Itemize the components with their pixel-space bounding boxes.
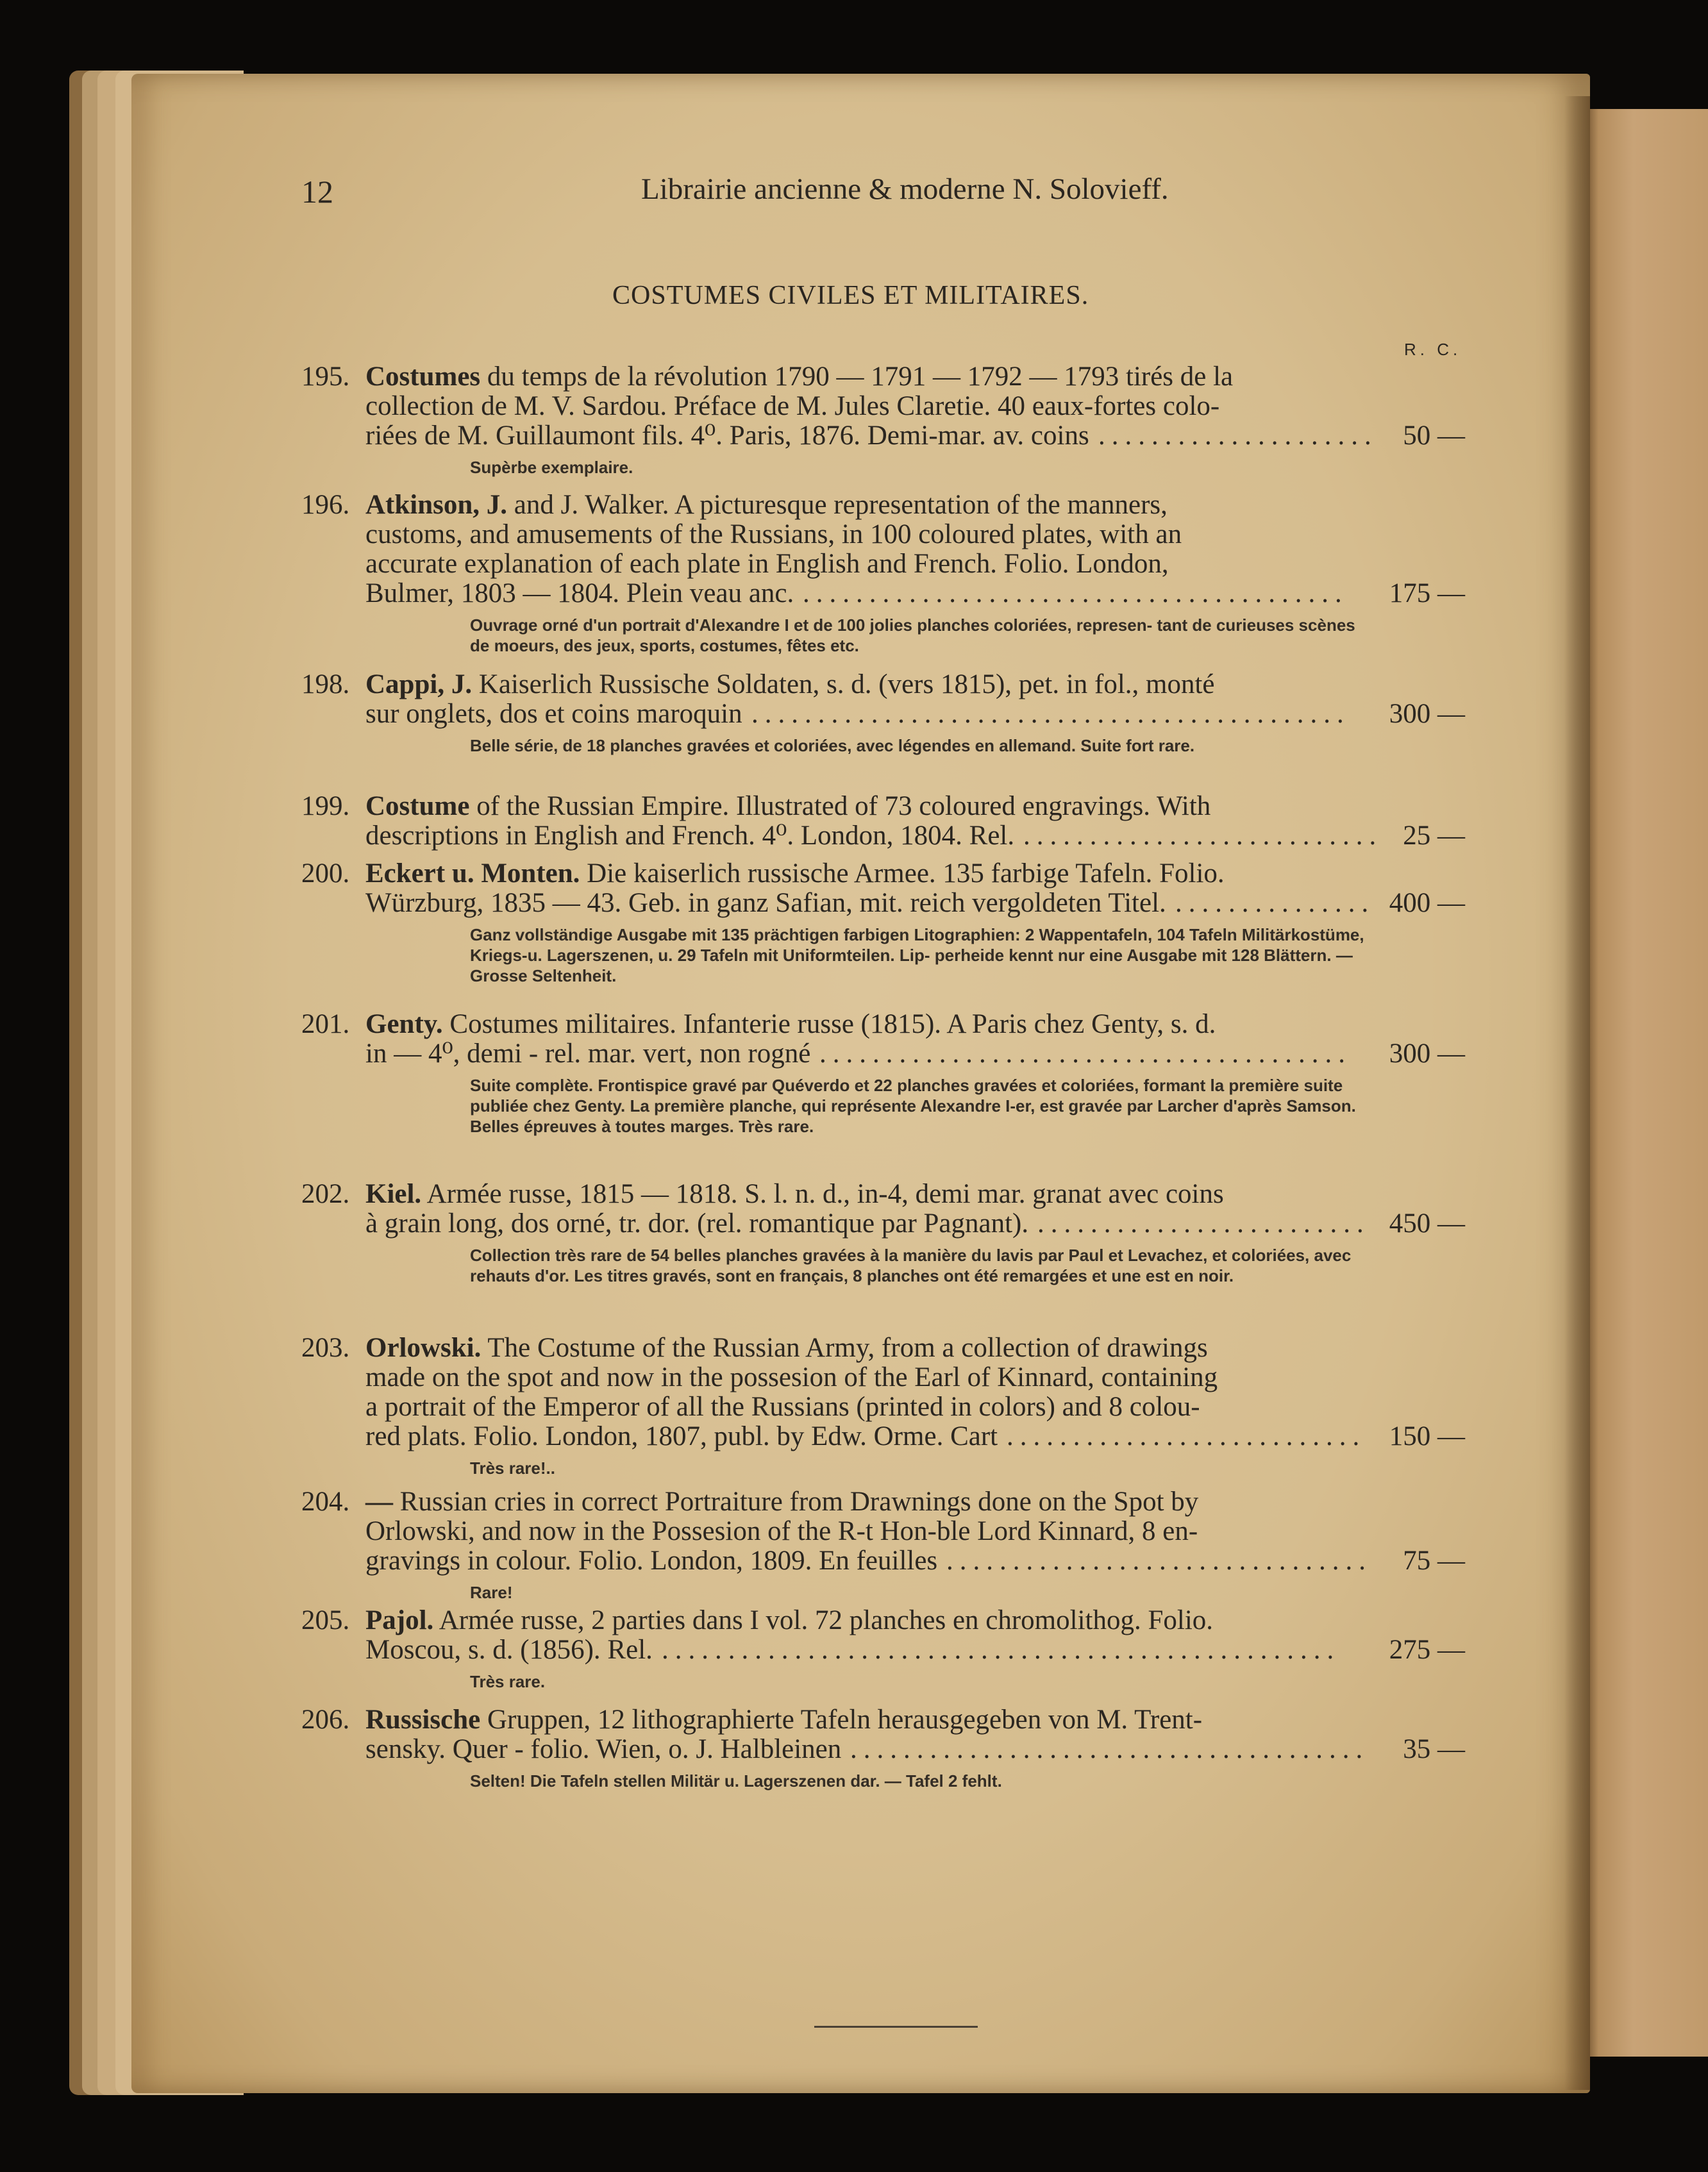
entry-line bbox=[301, 670, 1465, 699]
entry-note: Très rare!.. bbox=[470, 1458, 555, 1478]
entry-title-line bbox=[365, 859, 1225, 889]
catalogue-entry bbox=[301, 490, 1465, 656]
entry-note: Ganz vollständige Ausgabe mit 135 prächtigen farbigen Litographien: 2 Wappentafeln, 104 Tafeln Militärkostüme, Kriegs-u. Lagerszenen, u. 29 Tafeln mit Uniformteilen. Lip- perheide kennt nur eine Ausgabe mit 128 Blättern. — Grosse Seltenheit. bbox=[470, 925, 1364, 985]
entry-number: 204. bbox=[301, 1487, 350, 1517]
catalogue-entry bbox=[301, 670, 1465, 756]
entry-line bbox=[301, 1333, 1465, 1363]
catalogue-entry bbox=[301, 1010, 1465, 1137]
entry-price: 400 — bbox=[1389, 888, 1465, 918]
dot-leader: ................................................... bbox=[662, 1635, 1341, 1665]
entry-description: sensky. Quer - folio. Wien, o. J. Halbleinen bbox=[365, 1734, 842, 1764]
entry-price: 25 — bbox=[1403, 821, 1465, 851]
entry-description: made on the spot and now in the possesion of the Earl of Kinnard, containing bbox=[365, 1362, 1218, 1392]
entry-price: 275 — bbox=[1389, 1635, 1465, 1665]
entry-note: Rare! bbox=[470, 1583, 513, 1602]
entry-note: Ouvrage orné d'un portrait d'Alexandre I et de 100 jolies planches coloriées, represen- tant de curieuses scènes de moeurs, des jeux, sports, costumes, fêtes etc. bbox=[470, 615, 1355, 655]
entry-note: Belle série, de 18 planches gravées et coloriées, avec légendes en allemand. Suite fort rare. bbox=[470, 736, 1195, 755]
dot-leader: ............................................. bbox=[751, 699, 1350, 729]
entry-line bbox=[301, 1635, 1465, 1665]
entry-line bbox=[301, 549, 1465, 579]
catalogue-entry bbox=[301, 792, 1465, 851]
entry-title-line bbox=[365, 1333, 1208, 1363]
entry-price: 50 — bbox=[1403, 421, 1465, 451]
entry-title-line bbox=[365, 792, 1210, 821]
entry-line bbox=[301, 699, 1465, 729]
entry-line bbox=[301, 1180, 1465, 1209]
entry-description: collection de M. V. Sardou. Préface de M. Jules Claretie. 40 eaux-fortes colo- bbox=[365, 391, 1220, 421]
running-header: Librairie ancienne & moderne N. Solovieff. bbox=[641, 172, 1169, 206]
entry-description: accurate explanation of each plate in English and French. Folio. London, bbox=[365, 549, 1169, 579]
page-gutter-shadow bbox=[1564, 96, 1590, 2090]
dot-leader: ............... bbox=[1175, 889, 1375, 918]
entry-line bbox=[301, 1735, 1465, 1764]
entry-number: 202. bbox=[301, 1179, 350, 1209]
price-column-label: R. C. bbox=[1404, 340, 1462, 359]
entry-description: customs, and amusements of the Russians, in 100 coloured plates, with an bbox=[365, 519, 1182, 549]
entry-note: Selten! Die Tafeln stellen Militär u. Lagerszenen dar. — Tafel 2 fehlt. bbox=[470, 1771, 1002, 1791]
catalogue-entry bbox=[301, 1180, 1465, 1286]
entry-number: 196. bbox=[301, 490, 350, 520]
entry-note: Collection très rare de 54 belles planches gravées à la manière du lavis par Paul et Levachez, et coloriées, avec rehauts d'or. Les titres gravés, sont en français, 8 planches ont été remargées et une est en noir. bbox=[470, 1246, 1352, 1285]
entry-description: Costumes militaires. Infanterie russe (1815). A Paris chez Genty, s. d. bbox=[449, 1009, 1216, 1039]
entry-description: du temps de la révolution 1790 — 1791 — 1792 — 1793 tirés de la bbox=[487, 362, 1234, 392]
entry-price: 175 — bbox=[1389, 578, 1465, 608]
entry-author: Costumes bbox=[365, 362, 481, 392]
catalogue-entry bbox=[301, 362, 1465, 478]
entry-description: Bulmer, 1803 — 1804. Plein veau anc. bbox=[365, 578, 794, 608]
entry-description: Russian cries in correct Portraiture from Drawnings done on the Spot by bbox=[399, 1487, 1199, 1517]
entry-line bbox=[301, 520, 1465, 549]
entry-line bbox=[301, 579, 1465, 608]
entry-description: in — 4⁰, demi - rel. mar. vert, non rogné bbox=[365, 1039, 811, 1069]
dot-leader: ....................................... bbox=[850, 1735, 1369, 1764]
entry-number: 203. bbox=[301, 1333, 350, 1363]
entry-line bbox=[301, 1010, 1465, 1039]
entry-description: and J. Walker. A picturesque representation of the manners, bbox=[514, 490, 1168, 520]
entry-number: 195. bbox=[301, 362, 350, 392]
entry-title-line bbox=[365, 1705, 1202, 1735]
entry-title-line bbox=[365, 490, 1168, 520]
entry-note: Très rare. bbox=[470, 1672, 546, 1691]
entry-line bbox=[301, 1422, 1465, 1451]
entry-price: 300 — bbox=[1389, 1039, 1465, 1069]
entry-line bbox=[301, 1039, 1465, 1069]
entry-number: 198. bbox=[301, 669, 350, 699]
entry-author: Genty. bbox=[365, 1009, 443, 1039]
dot-leader: ..................... bbox=[1098, 421, 1378, 451]
entry-line bbox=[301, 859, 1465, 889]
entry-line bbox=[301, 792, 1465, 821]
dot-leader: ........................... bbox=[1023, 821, 1383, 851]
entry-price: 75 — bbox=[1403, 1546, 1465, 1576]
page-number: 12 bbox=[301, 174, 333, 210]
entry-author: Pajol. bbox=[365, 1605, 434, 1635]
entry-line bbox=[301, 821, 1465, 851]
entry-title-line bbox=[365, 1180, 1224, 1209]
entry-line bbox=[301, 392, 1465, 421]
entry-author: Cappi, J. bbox=[365, 669, 473, 699]
entry-number: 200. bbox=[301, 858, 350, 889]
entry-number: 206. bbox=[301, 1705, 350, 1735]
entry-price: 450 — bbox=[1389, 1208, 1465, 1239]
entry-line bbox=[301, 490, 1465, 520]
catalogue-entry bbox=[301, 1606, 1465, 1692]
entry-description: gravings in colour. Folio. London, 1809. En feuilles bbox=[365, 1546, 938, 1576]
entry-description: Kaiserlich Russische Soldaten, s. d. (vers 1815), pet. in fol., monté bbox=[478, 669, 1215, 699]
catalogue-entry bbox=[301, 859, 1465, 986]
entry-line bbox=[301, 1363, 1465, 1392]
entry-line bbox=[301, 1546, 1465, 1576]
entry-description: of the Russian Empire. Illustrated of 73 coloured engravings. With bbox=[476, 791, 1211, 821]
entry-line bbox=[301, 362, 1465, 392]
entry-title-line bbox=[365, 670, 1215, 699]
entry-description: descriptions in English and French. 4⁰. London, 1804. Rel. bbox=[365, 821, 1015, 851]
entry-author: Kiel. bbox=[365, 1179, 422, 1209]
entry-line bbox=[301, 1209, 1465, 1239]
entry-author: Eckert u. Monten. bbox=[365, 858, 580, 889]
entry-description: Die kaiserlich russische Armee. 135 farbige Tafeln. Folio. bbox=[587, 858, 1225, 889]
entry-line bbox=[301, 889, 1465, 918]
entry-description: red plats. Folio. London, 1807, publ. by Edw. Orme. Cart bbox=[365, 1421, 998, 1451]
entry-author: — bbox=[365, 1487, 393, 1517]
entry-title-line bbox=[365, 1010, 1216, 1039]
dot-leader: ................................ bbox=[946, 1546, 1372, 1576]
entry-author: Costume bbox=[365, 791, 470, 821]
entry-description: Armée russe, 2 parties dans I vol. 72 planches en chromolithog. Folio. bbox=[439, 1605, 1214, 1635]
entry-note: Suite complète. Frontispice gravé par Quéverdo et 22 planches gravées et coloriées, formant la première suite publiée chez Genty. La première planche, qui représente Alexandre I-er, est gravée par Larcher d'après Samson. Belles épreuves à toutes marges. Très rare. bbox=[470, 1076, 1356, 1136]
entry-description: Armée russe, 1815 — 1818. S. l. n. d., in-4, demi mar. granat avec coins bbox=[426, 1179, 1224, 1209]
entry-line bbox=[301, 1606, 1465, 1635]
entry-description: Würzburg, 1835 — 43. Geb. in ganz Safian, mit. reich vergoldeten Titel. bbox=[365, 888, 1166, 918]
entry-number: 199. bbox=[301, 791, 350, 821]
entry-line bbox=[301, 1487, 1465, 1517]
catalogue-entry bbox=[301, 1487, 1465, 1603]
entry-line bbox=[301, 1705, 1465, 1735]
entry-author: Orlowski. bbox=[365, 1333, 481, 1363]
entry-description: Gruppen, 12 lithographierte Tafeln herausgegeben von M. Trent- bbox=[487, 1705, 1203, 1735]
entry-price: 300 — bbox=[1389, 699, 1465, 729]
entry-price: 150 — bbox=[1389, 1421, 1465, 1451]
facing-page bbox=[1584, 109, 1708, 2057]
catalogue-entry bbox=[301, 1705, 1465, 1791]
catalogue-entry bbox=[301, 1333, 1465, 1478]
end-rule bbox=[814, 2026, 978, 2028]
entry-line bbox=[301, 1517, 1465, 1546]
entry-description: a portrait of the Emperor of all the Russians (printed in colors) and 8 colou- bbox=[365, 1392, 1200, 1422]
entry-note: Supèrbe exemplaire. bbox=[470, 458, 633, 477]
entry-number: 205. bbox=[301, 1605, 350, 1635]
dot-leader: ........................................ bbox=[819, 1039, 1352, 1069]
dot-leader: ......................................... bbox=[803, 579, 1348, 608]
entry-author: Atkinson, J. bbox=[365, 490, 508, 520]
entry-price: 35 — bbox=[1403, 1734, 1465, 1764]
dot-leader: ........................... bbox=[1007, 1422, 1366, 1451]
entry-description: à grain long, dos orné, tr. dor. (rel. romantique par Pagnant). bbox=[365, 1208, 1029, 1239]
entry-description: riées de M. Guillaumont fils. 4⁰. Paris, 1876. Demi-mar. av. coins bbox=[365, 421, 1089, 451]
entry-title-line bbox=[365, 362, 1233, 392]
entry-number: 201. bbox=[301, 1009, 350, 1039]
entry-title-line bbox=[365, 1606, 1213, 1635]
entry-description: The Costume of the Russian Army, from a collection of drawings bbox=[487, 1333, 1208, 1363]
entry-title-line bbox=[365, 1487, 1198, 1517]
section-title: COSTUMES CIVILES ET MILITAIRES. bbox=[612, 281, 1089, 310]
entry-description: Moscou, s. d. (1856). Rel. bbox=[365, 1635, 653, 1665]
dot-leader: ......................... bbox=[1037, 1209, 1370, 1239]
entry-author: Russische bbox=[365, 1705, 481, 1735]
entry-line bbox=[301, 1392, 1465, 1422]
entry-description: Orlowski, and now in the Possesion of the R-t Hon-ble Lord Kinnard, 8 en- bbox=[365, 1516, 1198, 1546]
entry-line bbox=[301, 421, 1465, 451]
entry-description: sur onglets, dos et coins maroquin bbox=[365, 699, 742, 729]
